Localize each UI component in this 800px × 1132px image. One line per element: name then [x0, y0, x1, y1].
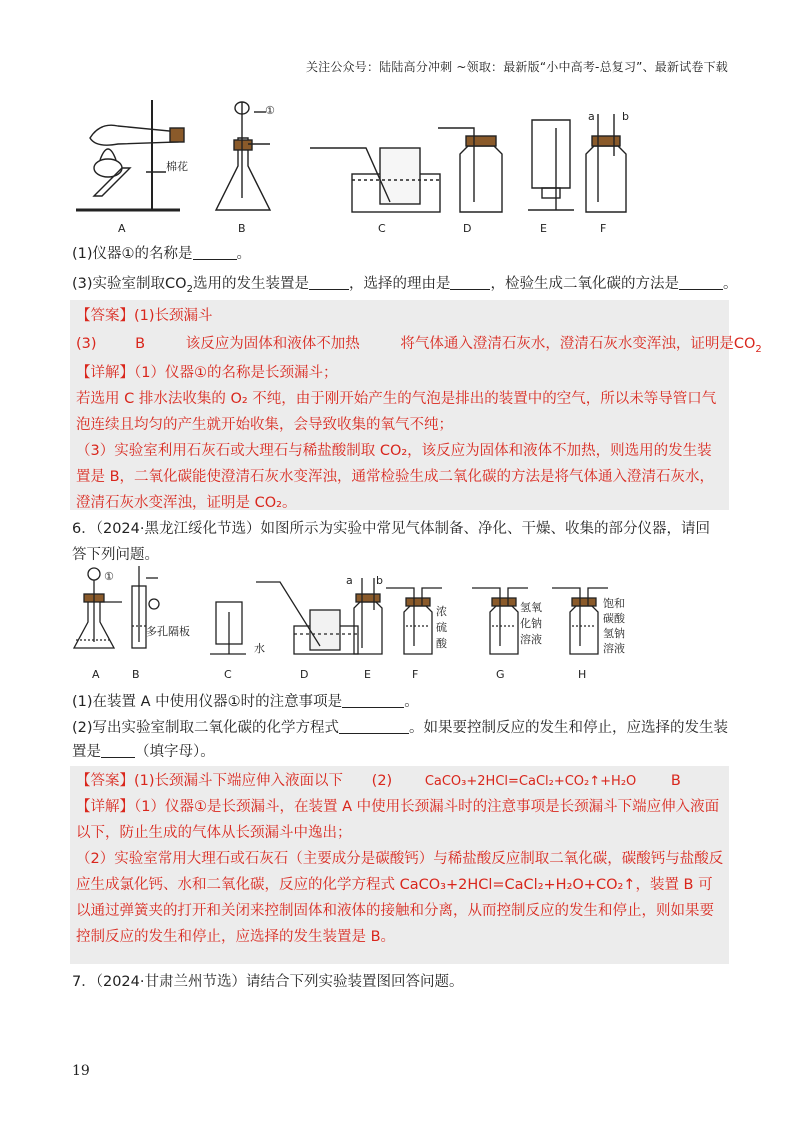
ans3-b: B: [135, 336, 146, 352]
q3-text-b: 选用的发生装置是: [192, 276, 309, 292]
ans6-c: CaCO₃+2HCl=CaCl₂+CO₂↑+H₂O: [424, 774, 637, 789]
fig2-label-g: G: [496, 668, 505, 681]
ans3-d: 将气体通入澄清石灰水，澄清石灰水变浑浊，证明是CO: [400, 336, 756, 352]
fig2-label-f: F: [412, 668, 419, 681]
figure1-label-f: F: [600, 222, 607, 235]
page-number: 19: [72, 1063, 90, 1079]
figure1-label-d: D: [463, 222, 472, 235]
q6-line3-a: 置是: [72, 744, 101, 760]
q3-text-d: ，检验生成二氧化碳的方法是: [490, 276, 679, 292]
fig2-partition-label: 多孔隔板: [146, 625, 190, 638]
fig2-label-e: E: [364, 668, 371, 681]
figure1-label-b: B: [238, 222, 246, 235]
q6-line-2: [72, 718, 728, 738]
question-7-title: 7．（2024·甘肃兰州节选）请结合下列实验装置图回答问题。: [72, 974, 464, 990]
ans6-detail-1-text: （1）仪器①是长颈漏斗，在装置 A 中使用长颈漏斗时的注意事项是长颈漏斗下端应伸入液面以下，防止生成的气体从长颈漏斗中逸出；: [76, 799, 720, 841]
detail-1-line: [76, 360, 726, 386]
fig2-port-b: b: [376, 574, 383, 587]
fig2-label-d: D: [300, 668, 309, 681]
fig2-reagent-h: 饱和碳酸氢钠溶液: [603, 597, 625, 655]
blank[interactable]: [679, 275, 723, 290]
answer-3-line: [76, 331, 762, 363]
detail-2-para: 若选用 C 排水法收集的 O₂ 不纯，由于刚开始产生的气泡是排出的装置中的空气，所以未等导管口气泡连续且均匀的产生就开始收集，会导致收集的氧气不纯；: [76, 391, 717, 433]
figure1-label-e: E: [540, 222, 547, 235]
ans6-detail-2: （2）实验室常用大理石或石灰石（主要成分是碳酸钙）与稀盐酸反应制取二氧化碳，碳酸钙与盐酸反应生成氯化钙、水和二氧化碳，反应的化学方程式 CaCO₃+2HCl=CaCl₂+H₂O+CO₂↑，装置 B 可以通过弹簧夹的打开和关闭来控制固体和液体的接触和分离，从而控制反应的发生和停止，则如果要控制反应的发生和停止，应选择的发生装置是 B。: [76, 851, 724, 945]
blank[interactable]: [342, 693, 404, 708]
answer-1-line: 【答案】(1)长颈漏斗: [76, 308, 213, 324]
q6-line3-b: （填字母）。: [135, 744, 215, 760]
figure1-port-b: b: [622, 110, 629, 123]
fig2-label-b: B: [132, 668, 140, 681]
ans6-d: B: [670, 773, 681, 789]
q6-line-1: [72, 692, 419, 712]
q6-line1-text: (1)在装置 A 中使用仪器①时的注意事项是: [72, 694, 343, 710]
blank[interactable]: [339, 719, 409, 734]
apparatus-figure-2: [70, 562, 670, 680]
detail-3-para: （3）实验室利用石灰石或大理石与稀盐酸制取 CO₂，该反应为固体和液体不加热，则选用的发生装置是 B，二氧化碳能使澄清石灰水变浑浊，通常检验生成二氧化碳的方法是将气体通入澄清石灰水，澄清石灰水变浑浊，证明是 CO₂。: [76, 443, 715, 511]
detail-1-text: （1）仪器①的名称是长颈漏斗；: [134, 365, 338, 381]
figure1-cotton-label: 棉花: [166, 160, 188, 173]
ans6-detail-head: 【详解】: [76, 799, 134, 815]
blank[interactable]: [193, 245, 237, 260]
q3-text-c: ，选择的理由是: [348, 276, 451, 292]
page-header: 关注公众号：陆陆高分冲刺 ~领取：最新版“小中高考-总复习”、最新试卷下载: [305, 60, 728, 74]
ans3-c: 该反应为固体和液体不加热: [185, 336, 360, 352]
question-6-title: 6．（2024·黑龙江绥化节选）如图所示为实验中常见气体制备、净化、干燥、收集的部分仪器，请回答下列问题。: [72, 521, 710, 563]
q1-end: 。: [236, 246, 252, 262]
figure1-label-a: A: [118, 222, 126, 235]
question-1-line: [72, 244, 251, 264]
figure1-label-c: C: [378, 222, 386, 235]
q6-line1-end: 。: [404, 694, 419, 710]
q6-line2-b: 。如果要控制反应的发生和停止，应选择的发生装: [409, 720, 729, 736]
figure1-marker: ①: [265, 104, 275, 117]
ans3-sub: 2: [755, 343, 762, 355]
q3-text-a: (3)实验室制取CO: [72, 276, 187, 292]
fig2-label-a: A: [92, 668, 100, 681]
fig2-port-a: a: [346, 574, 353, 587]
ans6-detail-1: [76, 794, 726, 846]
fig2-label-c: C: [224, 668, 232, 681]
fig2-water-label: 水: [254, 642, 265, 655]
question-3-line: [72, 274, 737, 300]
fig2-reagent-g: 氢氧化钠溶液: [520, 601, 542, 646]
fig2-label-h: H: [578, 668, 587, 681]
ans6-b: (2): [371, 773, 393, 789]
q6-line2-a: (2)写出实验室制取二氧化碳的化学方程式: [72, 720, 340, 736]
blank[interactable]: [309, 275, 349, 290]
q6-line-3: [72, 742, 215, 762]
fig2-reagent-f: 浓硫酸: [436, 605, 447, 650]
figure1-port-a: a: [588, 110, 595, 123]
fig2-marker: ①: [104, 570, 114, 583]
q3-end: 。: [722, 276, 738, 292]
q1-text: (1)仪器①的名称是: [72, 246, 193, 262]
answer-6-line: [76, 768, 726, 795]
q3-sub: 2: [186, 283, 193, 295]
blank[interactable]: [450, 275, 490, 290]
ans6-a: 【答案】(1)长颈漏斗下端应伸入液面以下: [76, 773, 344, 789]
blank[interactable]: [101, 743, 135, 758]
ans3-a: (3): [76, 336, 97, 352]
detail-head: 【详解】: [76, 365, 134, 381]
